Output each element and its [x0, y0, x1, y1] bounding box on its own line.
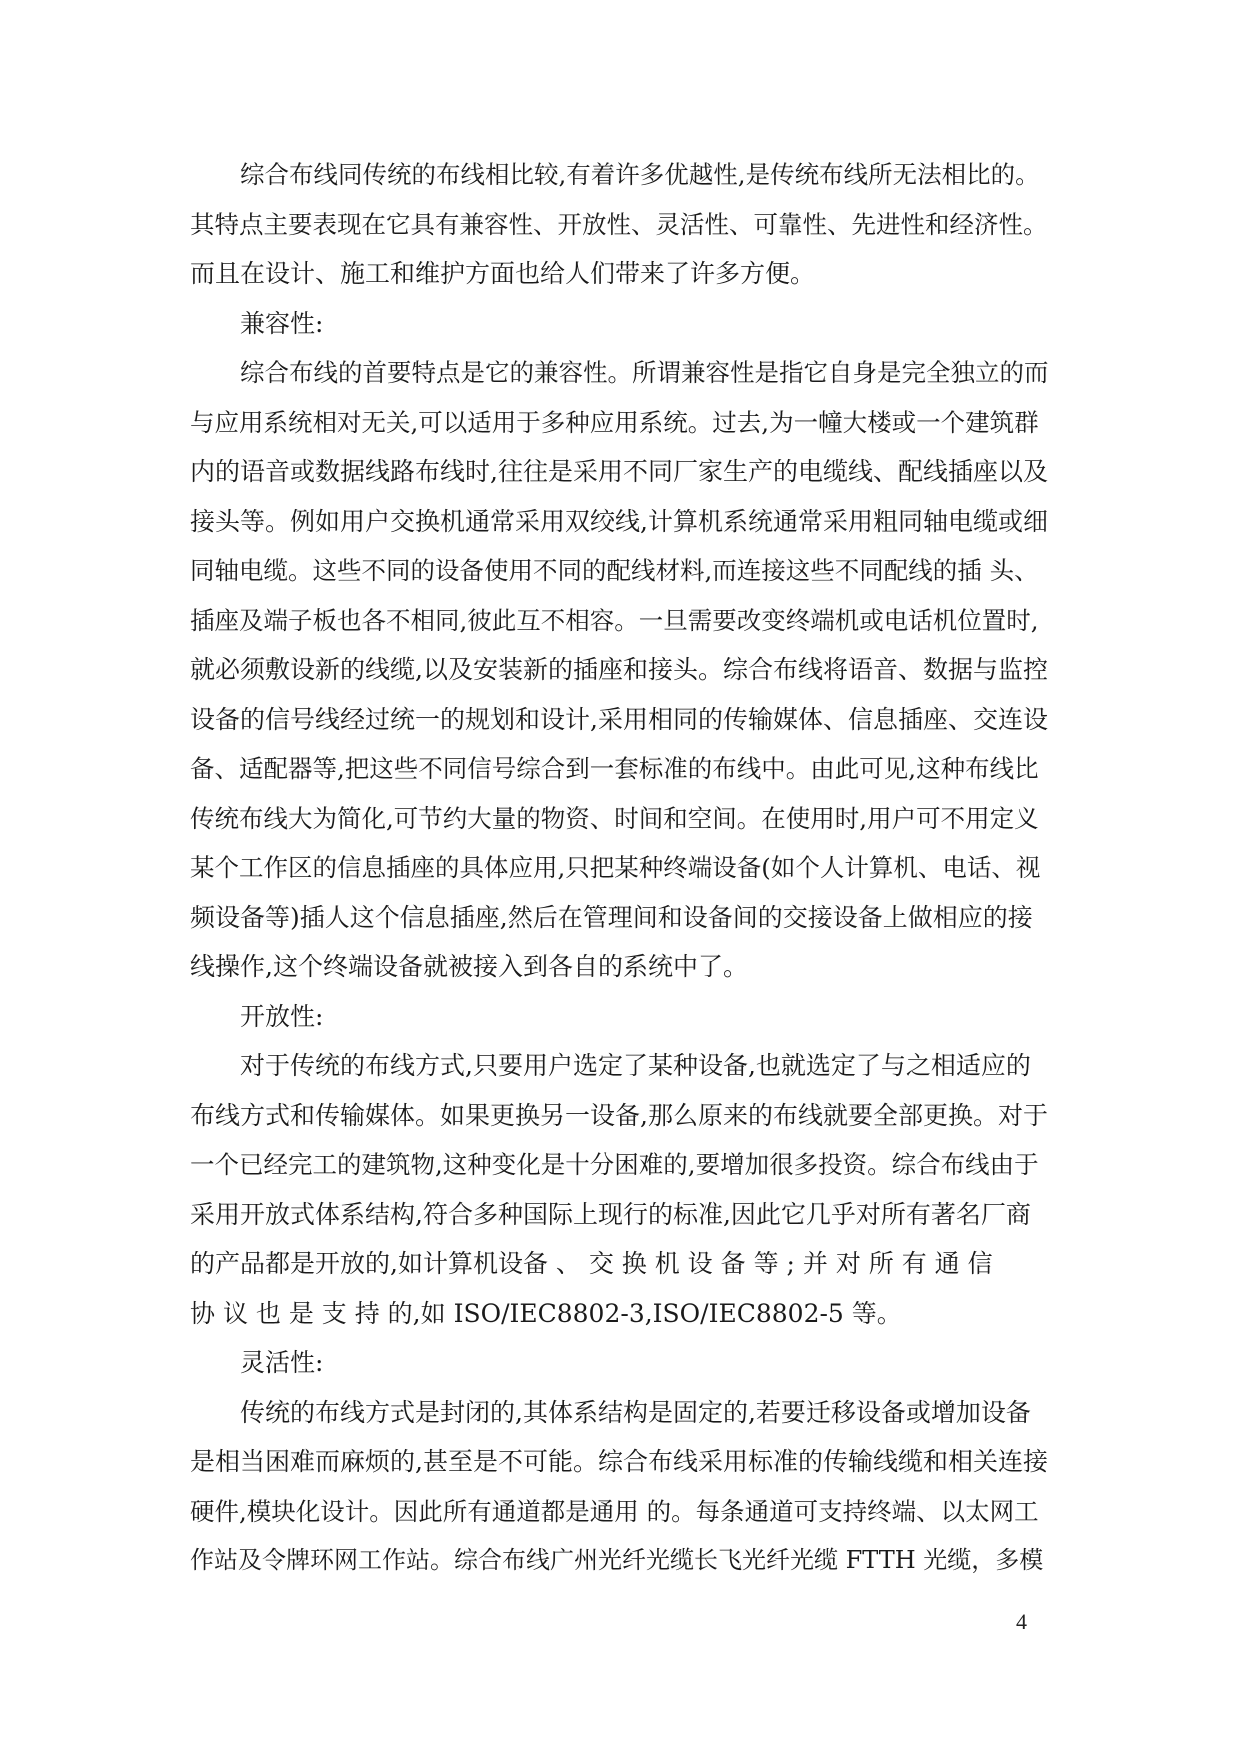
- openness-paragraph: [190, 1041, 1053, 1338]
- text-line: 其特点主要表现在它具有兼容性、开放性、灵活性、可靠性、先进性和经济性。: [190, 209, 1048, 239]
- text-line: 是相当困难而麻烦的,甚至是不可能。综合布线采用标准的传输线缆和相关连接: [190, 1447, 1048, 1476]
- text-line: 某个工作区的信息插座的具体应用,只把某种终端设备(如个人计算机、电话、视: [190, 853, 1041, 882]
- text-line: 同轴电缆。这些不同的设备使用不同的配线材料,而连接这些不同配线的插 头、: [190, 556, 1039, 585]
- page-number: 4: [1016, 1609, 1027, 1634]
- intro-paragraph: [190, 150, 1053, 299]
- text-line: 内的语音或数据线路布线时,往往是采用不同厂家生产的电缆线、配线插座以及: [190, 457, 1048, 486]
- text-line: 传统布线大为简化,可节约大量的物资、时间和空间。在使用时,用户可不用定义: [190, 803, 1039, 833]
- section-heading-compatibility: 兼容性:: [240, 308, 324, 338]
- text-line: 一个已经完工的建筑物,这种变化是十分困难的,要增加很多投资。综合布线由于: [190, 1150, 1039, 1179]
- text-line: 布线方式和传输媒体。如果更换另一设备,那么原来的布线就要全部更换。对于: [190, 1100, 1048, 1130]
- text-line: 采用开放式体系结构,符合多种国际上现行的标准,因此它几乎对所有著名厂商: [190, 1199, 1031, 1229]
- text-line: 就必须敷设新的线缆,以及安装新的插座和接头。综合布线将语音、数据与监控: [190, 655, 1048, 684]
- text-line: 硬件,模块化设计。因此所有通道都是通用 的。每条通道可支持终端、以太网工: [190, 1496, 1039, 1526]
- text-line: 而且在设计、施工和维护方面也给人们带来了许多方便。: [190, 259, 816, 288]
- text-line: 综合布线同传统的布线相比较,有着许多优越性,是传统布线所无法相比的。: [240, 160, 1040, 189]
- text-line: 作站及令牌环网工作站。综合布线广州光纤光缆长飞光纤光缆 FTTH 光缆，多模: [190, 1546, 1044, 1574]
- flexibility-paragraph: [190, 1388, 1053, 1586]
- compatibility-paragraph: [190, 348, 1053, 992]
- section-heading-openness: 开放性:: [240, 1001, 324, 1031]
- text-line: 协 议 也 是 支 持 的,如 ISO/IEC8802-3,ISO/IEC8802-5 等。: [190, 1298, 902, 1328]
- text-line: 与应用系统相对无关,可以适用于多种应用系统。过去,为一幢大楼或一个建筑群: [190, 407, 1039, 437]
- text-line: 备、适配器等,把这些不同信号综合到一套标准的布线中。由此可见,这种布线比: [190, 754, 1039, 783]
- text-line: 插座及端子板也各不相同,彼此互不相容。一旦需要改变终端机或电话机位置时,: [190, 605, 1039, 635]
- text-line: 对于传统的布线方式,只要用户选定了某种设备,也就选定了与之相适应的: [240, 1051, 1031, 1080]
- text-line: 设备的信号线经过统一的规划和设计,采用相同的传输媒体、信息插座、交连设: [190, 704, 1048, 734]
- text-line: 传统的布线方式是封闭的,其体系结构是固定的,若要迁移设备或增加设备: [240, 1397, 1031, 1427]
- text-line: 接头等。例如用户交换机通常采用双绞线,计算机系统通常采用粗同轴电缆或细: [190, 506, 1048, 536]
- text-line: 综合布线的首要特点是它的兼容性。所谓兼容性是指它自身是完全独立的而: [240, 358, 1049, 387]
- body-text: [190, 150, 1053, 1586]
- text-line: 线操作,这个终端设备就被接入到各自的系统中了。: [190, 952, 748, 981]
- text-line: 频设备等)插人这个信息插座,然后在管理间和设备间的交接设备上做相应的接: [190, 902, 1033, 932]
- section-heading-flexibility: 灵活性:: [240, 1348, 324, 1377]
- text-line: 的产品都是开放的,如计算机设备 、 交 换 机 设 备 等 ; 并 对 所 有 通 信: [190, 1249, 993, 1278]
